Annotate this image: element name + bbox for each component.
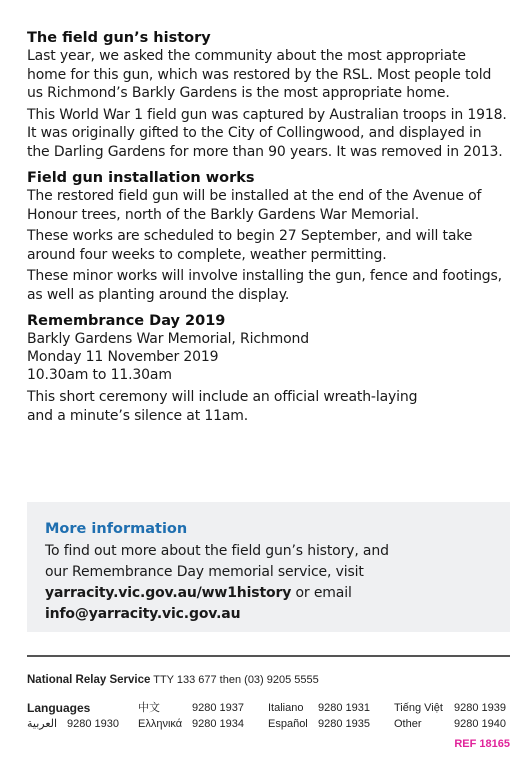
section-installation-works [27,170,507,304]
languages-col-4 [394,700,506,732]
paragraph: These minor works will involve installing the gun, fence and footings, as well as planting around the display. [27,268,502,303]
info-text [45,540,390,624]
section-heading: The field gun’s history [27,30,211,46]
paragraph: These works are scheduled to begin 27 September, and will take around four weeks to complete, weather permitting. [27,228,473,263]
paragraph: The restored field gun will be installed at the end of the Avenue of Honour trees, north of the Barkly Gardens War Memorial. [27,188,482,223]
event-date: Monday 11 November 2019 [27,349,219,365]
info-heading: More information [45,521,188,537]
language-name: Italiano [268,702,304,714]
language-number: 9280 1939 [454,702,506,714]
language-name: Ελληνικά [138,718,183,730]
website-link[interactable]: yarracity.vic.gov.au/ww1history [45,585,292,601]
email-link[interactable]: info@yarracity.vic.gov.au [45,606,241,622]
info-text-1: To find out more about the field gun’s history, and our Remembrance Day memorial service, visit [45,543,389,580]
event-time: 10.30am to 11.30am [27,367,172,383]
divider [27,655,510,657]
languages-label: Languages [27,701,91,715]
language-number: 9280 1934 [192,718,244,730]
reference-number: REF 18165 [454,738,510,750]
section-remembrance-day [27,313,507,425]
language-name: Tiếng Việt [394,702,443,714]
national-relay-service [27,674,319,686]
section-heading: Field gun installation works [27,170,255,186]
relay-details: TTY 133 677 then (03) 9205 5555 [153,674,319,686]
language-name: Español [268,718,308,730]
languages-col-1 [27,700,119,732]
languages-col-3 [268,700,370,732]
event-details [27,330,507,384]
section-heading: Remembrance Day 2019 [27,313,226,329]
more-information-box [27,502,510,632]
language-number: 9280 1935 [318,718,370,730]
event-location: Barkly Gardens War Memorial, Richmond [27,331,309,347]
page-content [27,30,507,434]
language-name: Other [394,718,422,730]
language-number: 9280 1931 [318,702,370,714]
languages-col-2 [138,700,244,732]
language-number: 9280 1940 [454,718,506,730]
language-number: 9280 1930 [67,718,119,730]
language-name: 中文 [138,702,160,714]
paragraph: This World War 1 field gun was captured by Australian troops in 1918. It was originally gifted to the City of Collingwood, and displayed in the Darling Gardens for more than 90 years. It was removed in 2013. [27,106,507,160]
info-text-2: or email [291,585,352,601]
event-description: This short ceremony will include an official wreath-laying and a minute’s silence at 11am. [27,389,418,424]
paragraph: Last year, we asked the community about the most appropriate home for this gun, which was restored by the RSL. Most people told us Richmond’s Barkly Gardens is the most appropriate home. [27,48,492,101]
relay-label: National Relay Service [27,674,151,686]
language-number: 9280 1937 [192,702,244,714]
section-field-gun-history [27,30,507,161]
language-name: العربية [27,718,58,730]
